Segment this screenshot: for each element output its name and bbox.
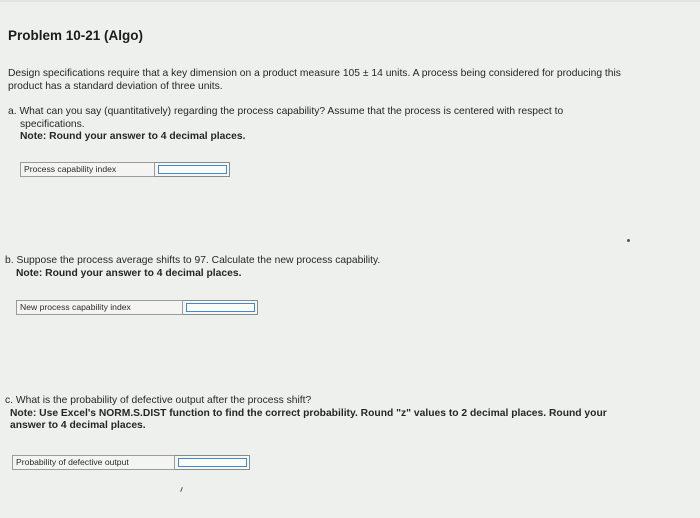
part-b-answer-field[interactable] <box>186 303 255 312</box>
part-c-question-block <box>5 395 607 433</box>
part-c-answer-label: Probability of defective output <box>12 455 175 470</box>
problem-intro-line-1: Design specifications require that a key dimension on a product measure 105 ± 14 units. A process being considered for producing this <box>8 68 621 79</box>
problem-intro-line-2: product has a standard deviation of three units. <box>8 80 223 92</box>
part-c-note-line-2: answer to 4 decimal places. <box>10 420 146 431</box>
part-c-question: c. What is the probability of defective output after the process shift? <box>5 395 312 406</box>
stray-dot <box>627 239 630 242</box>
part-b-answer-input[interactable] <box>183 300 258 315</box>
part-a-answer-label: Process capability index <box>20 162 155 177</box>
problem-intro <box>8 68 621 93</box>
top-divider <box>0 0 700 2</box>
part-c-answer-field[interactable] <box>178 458 247 467</box>
part-b-answer-row <box>16 300 258 315</box>
part-a-answer-field[interactable] <box>158 165 227 174</box>
mouse-cursor-icon <box>180 487 183 492</box>
part-a-question-line-2: specifications. <box>20 118 85 130</box>
part-b-answer-label: New process capability index <box>16 300 183 315</box>
part-c-note-line-1: Note: Use Excel's NORM.S.DIST function to find the correct probability. Round "z" values to 2 decimal places. Round your <box>10 407 607 419</box>
problem-title: Problem 10-21 (Algo) <box>8 28 144 43</box>
part-b-note: Note: Round your answer to 4 decimal places. <box>16 267 242 279</box>
part-a-answer-input[interactable] <box>155 162 230 177</box>
part-a-answer-row <box>20 162 230 177</box>
part-a-question <box>8 106 563 144</box>
part-b-question: b. Suppose the process average shifts to 97. Calculate the new process capability. <box>5 255 381 266</box>
part-a-question-line-1: a. What can you say (quantitatively) regarding the process capability? Assume that the process is centered with respect to <box>8 106 564 117</box>
part-c-answer-input[interactable] <box>175 455 250 470</box>
part-c-answer-row <box>12 455 250 470</box>
part-b-question-block <box>5 255 380 280</box>
part-a-note: Note: Round your answer to 4 decimal places. <box>20 131 246 142</box>
